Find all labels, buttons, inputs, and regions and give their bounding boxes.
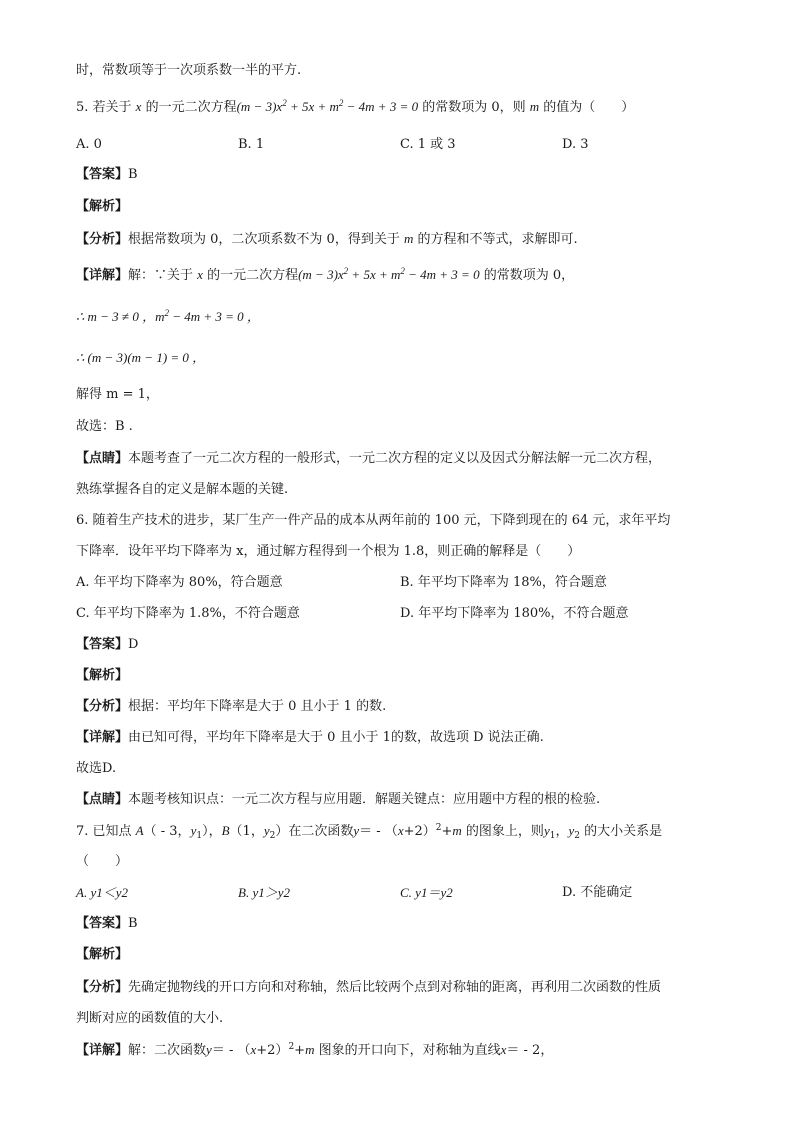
q6-answer-tag: 【答案】 bbox=[76, 637, 129, 652]
q7-detail-y: y bbox=[206, 1042, 212, 1057]
q7-y1b-sub: 1 bbox=[549, 831, 556, 841]
q5-detail-equation bbox=[298, 267, 480, 282]
q6-stem-2: 下降率．设年平均下降率为 x，通过解方程得到一个根为 1.8，则正确的解释是（ ） bbox=[76, 544, 581, 559]
q5-stem-b: 的一元二次方程 bbox=[141, 100, 237, 115]
q5-step-1 bbox=[76, 308, 260, 326]
q6-detail-tag: 【详解】 bbox=[76, 730, 129, 745]
q5-answer bbox=[76, 166, 138, 184]
q7-comma: ， bbox=[555, 824, 569, 839]
q5-option-d: D. 3 bbox=[562, 137, 589, 152]
q7-detail-f: ＝ - 2， bbox=[506, 1043, 554, 1058]
q7-y2-sub: 2 bbox=[269, 831, 276, 841]
q6-option-a: A. 年平均下降率为 80%，符合题意 bbox=[76, 575, 283, 590]
q6-fenxi-text: 根据：平均年下降率是大于 0 且小于 1 的数. bbox=[128, 699, 387, 714]
q7-paren-line: （ ） bbox=[76, 854, 129, 869]
q5-detail-eq-exp2: 2 bbox=[400, 266, 405, 276]
q5-detail-c: 的常数项为 0， bbox=[479, 268, 575, 283]
q5-detail-eq-exp: 2 bbox=[343, 266, 349, 276]
q7-option-c: C. y1＝y2 bbox=[400, 885, 453, 900]
q5-var-m: m bbox=[529, 99, 540, 114]
q7-detail-m: m bbox=[305, 1042, 315, 1057]
q5-stem-d: 的值为（ ） bbox=[539, 100, 635, 115]
q7-stem-f: ＝ - （ bbox=[359, 824, 398, 839]
q7-stem-e: ）在二次函数 bbox=[275, 824, 354, 839]
q7-answer-value: B bbox=[128, 916, 138, 931]
q5-step-3: 解得 m = 1， bbox=[76, 387, 159, 402]
q7-stem-i: 的图象上，则 bbox=[461, 824, 544, 839]
q7-analysis-tag: 【解析】 bbox=[76, 947, 129, 962]
q5-step-2: ∴ (m − 3)(m − 1) = 0 ， bbox=[76, 350, 206, 365]
q7-detail-exp: 2 bbox=[288, 1042, 295, 1052]
q5-fenxi-b: 的方程和不等式，求解即可. bbox=[413, 232, 578, 247]
q7-point-b: B bbox=[221, 823, 230, 838]
q7-detail-tag: 【详解】 bbox=[76, 1043, 129, 1058]
q5-detail bbox=[76, 266, 574, 285]
q6-review bbox=[76, 791, 600, 809]
q7-detail bbox=[76, 1041, 553, 1060]
q7-stem-a: 7. 已知点 bbox=[76, 824, 136, 839]
q7-func-m: m bbox=[452, 823, 462, 838]
intro-line: 时，常数项等于一次项系数一半的平方. bbox=[76, 63, 302, 78]
q6-detail-text: 由已知可得，平均年下降率是大于 0 且小于 1的数，故选项 D 说法正确. bbox=[128, 730, 544, 745]
q5-option-a: A. 0 bbox=[76, 137, 102, 152]
q7-fenxi-tag: 【分析】 bbox=[76, 980, 129, 995]
q5-step1-b: − 4m + 3 = 0 ， bbox=[168, 309, 260, 324]
q5-detail-x: x bbox=[197, 267, 203, 282]
q5-answer-value: B bbox=[128, 167, 138, 182]
q7-option-d: D. 不能确定 bbox=[562, 885, 633, 900]
q5-detail-a: 解：∵关于 bbox=[128, 268, 198, 283]
q7-y2: y bbox=[263, 823, 270, 838]
q7-y2b: y bbox=[568, 823, 575, 838]
q7-y1b: y bbox=[543, 823, 550, 838]
q7-stem-c: ）， bbox=[202, 824, 222, 839]
q5-eq-exp2: 2 bbox=[338, 98, 344, 108]
q7-y1: y bbox=[190, 823, 197, 838]
q6-fenxi-tag: 【分析】 bbox=[76, 699, 129, 714]
q7-stem-j: 的大小关系是 bbox=[579, 824, 663, 839]
q5-eq-part-c: − 4m + 3 = 0 bbox=[343, 99, 419, 114]
q6-review-text: 本题考核知识点：一元二次方程与应用题．解题关键点：应用题中方程的根的检验. bbox=[128, 792, 601, 807]
q6-option-c: C. 年平均下降率为 1.8%，不符合题意 bbox=[76, 606, 300, 621]
q5-fenxi bbox=[76, 230, 578, 249]
q6-answer-value: D bbox=[128, 637, 139, 652]
q5-detail-eq-a: (m − 3)x bbox=[298, 267, 344, 282]
q5-equation bbox=[237, 99, 419, 114]
q7-y1-sub: 1 bbox=[196, 831, 203, 841]
q7-fenxi-1 bbox=[76, 979, 661, 997]
q5-eq-part-b: + 5x + m bbox=[286, 99, 339, 114]
q6-analysis-tag: 【解析】 bbox=[76, 668, 129, 683]
q5-option-c: C. 1 或 3 bbox=[400, 137, 456, 152]
q5-detail-tag: 【详解】 bbox=[76, 268, 129, 283]
q6-analysis-heading bbox=[76, 667, 128, 685]
q7-detail-e: 图象的开口向下，对称轴为直线 bbox=[314, 1043, 501, 1058]
q7-stem bbox=[76, 822, 662, 841]
q7-func-x: x bbox=[397, 823, 404, 838]
q5-step1-exp: 2 bbox=[164, 308, 169, 318]
q5-stem-c: 的常数项为 0，则 bbox=[418, 100, 530, 115]
q7-fenxi-text-1: 先确定抛物线的开口方向和对称轴，然后比较两个点到对称轴的距离，再利用二次函数的性质 bbox=[128, 980, 662, 995]
q7-detail-x2: x bbox=[500, 1042, 507, 1057]
q5-analysis-tag: 【解析】 bbox=[76, 199, 129, 214]
q7-y2b-sub: 2 bbox=[574, 831, 580, 841]
q7-stem-b: （ - 3， bbox=[143, 824, 191, 839]
q5-step1-a: ∴ m − 3 ≠ 0 ，m bbox=[76, 309, 165, 324]
q7-detail-x: x bbox=[250, 1042, 257, 1057]
q6-option-d: D. 年平均下降率为 180%，不符合题意 bbox=[400, 606, 629, 621]
q5-eq-exp: 2 bbox=[282, 98, 287, 108]
q5-answer-tag: 【答案】 bbox=[76, 167, 129, 182]
q5-detail-eq-c: − 4m + 3 = 0 bbox=[404, 267, 480, 282]
q5-stem-a: 5. 若关于 bbox=[76, 100, 136, 115]
q5-step-4: 故选：B . bbox=[76, 419, 133, 434]
q5-stem bbox=[76, 98, 634, 117]
q6-review-tag: 【点睛】 bbox=[76, 792, 129, 807]
q7-answer-tag: 【答案】 bbox=[76, 916, 129, 931]
q5-detail-b: 的一元二次方程 bbox=[202, 268, 299, 283]
q7-stem-d: （1， bbox=[229, 824, 264, 839]
q5-review-text-1: 本题考查了一元二次方程的一般形式，一元二次方程的定义以及因式分解法解一元二次方程， bbox=[128, 451, 662, 466]
q5-option-b: B. 1 bbox=[238, 137, 265, 152]
q5-analysis-heading bbox=[76, 198, 128, 216]
q5-eq-part-a: (m − 3)x bbox=[236, 99, 283, 114]
q7-detail-c: +2） bbox=[256, 1043, 289, 1058]
q5-detail-eq-b: + 5x + m bbox=[348, 267, 401, 282]
q7-point-a: A bbox=[135, 823, 144, 838]
q7-answer bbox=[76, 915, 138, 933]
q7-analysis-heading bbox=[76, 946, 128, 964]
q5-fenxi-m: m bbox=[403, 231, 414, 246]
q7-option-a: A. y1＜y2 bbox=[76, 885, 128, 900]
q6-stem-1: 6. 随着生产技术的进步，某厂生产一件产品的成本从两年前的 100 元，下降到现在的 64 元，求年平均 bbox=[76, 513, 671, 528]
q5-review-2: 熟练掌握各自的定义是解本题的关键. bbox=[76, 482, 289, 497]
q6-option-b: B. 年平均下降率为 18%，符合题意 bbox=[400, 575, 607, 590]
q7-detail-b: ＝ - （ bbox=[211, 1043, 251, 1058]
q5-fenxi-a: 根据常数项为 0，二次项系数不为 0，得到关于 bbox=[128, 232, 404, 247]
q6-fenxi bbox=[76, 698, 386, 716]
q5-review-tag: 【点睛】 bbox=[76, 451, 129, 466]
q6-answer bbox=[76, 636, 138, 654]
q7-option-b: B. y1＞y2 bbox=[238, 885, 290, 900]
q7-stem-g: +2） bbox=[403, 824, 436, 839]
q7-detail-a: 解：二次函数 bbox=[128, 1043, 207, 1058]
q6-choose: 故选D. bbox=[76, 761, 117, 776]
q7-fenxi-2: 判断对应的函数值的大小. bbox=[76, 1011, 224, 1026]
q5-var-x: x bbox=[135, 99, 142, 114]
q7-func-exp: 2 bbox=[435, 823, 442, 833]
q6-detail bbox=[76, 729, 544, 747]
q7-detail-d: + bbox=[294, 1043, 306, 1058]
q5-review-1 bbox=[76, 450, 661, 468]
q7-stem-h: + bbox=[441, 824, 453, 839]
q5-fenxi-tag: 【分析】 bbox=[76, 232, 129, 247]
q7-func-y: y bbox=[353, 823, 360, 838]
